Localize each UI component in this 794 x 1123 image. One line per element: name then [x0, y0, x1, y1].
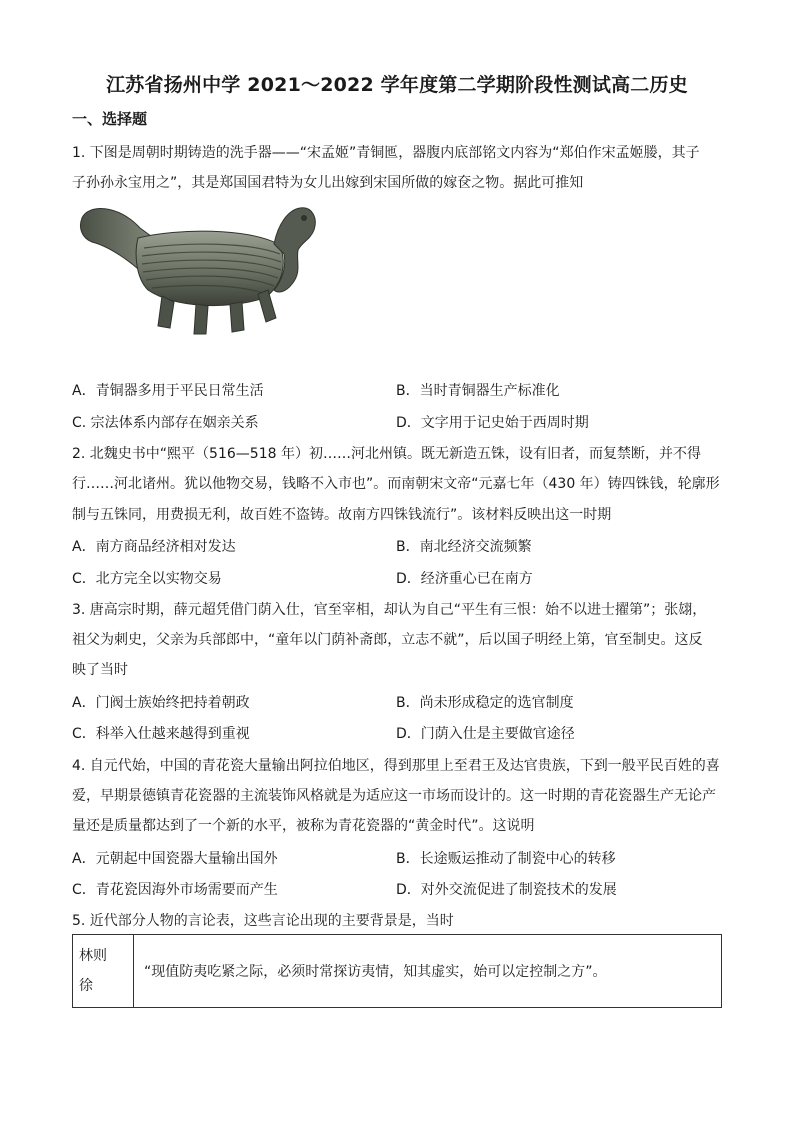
quote-person-line-2: 徐 — [79, 978, 93, 994]
question-4-option-c: C．青花瓷因海外市场需要而产生 — [72, 882, 278, 898]
question-3-line-2: 祖父为刺史，父亲为兵部郎中，“童年以门荫补斋郎，立志不就”，后以国子明经上第，官至制史。这反 — [72, 632, 703, 648]
question-2-option-d: D．经济重心已在南方 — [396, 571, 533, 587]
question-2-line-3: 制与五铢同，用费损无利，故百姓不盗铸。故南方四铢钱流行”。该材料反映出这一时期 — [72, 507, 612, 523]
question-2-option-a: A．南方商品经济相对发达 — [72, 539, 236, 555]
question-3-option-c: C．科举入仕越来越得到重视 — [72, 726, 250, 742]
question-5-line-1: 5. 近代部分人物的言论表，这些言论出现的主要背景是，当时 — [72, 913, 454, 929]
bronze-yi-vessel-image — [78, 198, 320, 338]
question-1-option-b: B．当时青铜器生产标准化 — [396, 383, 560, 399]
question-4-option-d: D．对外交流促进了制瓷技术的发展 — [396, 882, 617, 898]
question-4-line-3: 量还是质量都达到了一个新的水平，被称为青花瓷器的“黄金时代”。这说明 — [72, 818, 535, 834]
question-2-line-1: 2. 北魏史书中“熙平（516—518 年）初……河北州镇。既无新造五铢，设有旧者，而复禁断，并不得 — [72, 446, 701, 462]
question-3-option-b: B．尚未形成稳定的选官制度 — [396, 695, 574, 711]
question-1-option-c: C. 宗法体系内部存在姻亲关系 — [72, 415, 259, 431]
question-3-option-a: A．门阀士族始终把持着朝政 — [72, 695, 250, 711]
question-1-line-1: 1. 下图是周朝时期铸造的洗手器——“宋孟姬”青铜匜，器腹内底部铭文内容为“郑伯作宋孟姬媵，其子 — [72, 145, 700, 161]
quote-person-line-1: 林则 — [79, 948, 107, 964]
question-4-option-a: A．元朝起中国瓷器大量输出国外 — [72, 851, 278, 867]
question-4-line-1: 4. 自元代始，中国的青花瓷大量输出阿拉伯地区，得到那里上至君王及达官贵族，下到一般平民百姓的喜 — [72, 758, 720, 774]
quote-person-cell — [73, 935, 134, 1008]
page-title: 江苏省扬州中学 2021～2022 学年度第二学期阶段性测试高二历史 — [106, 74, 688, 96]
question-4-option-b: B．长途贩运推动了制瓷中心的转移 — [396, 851, 616, 867]
question-4-line-2: 爱，早期景德镇青花瓷器的主流装饰风格就是为适应这一市场而设计的。这一时期的青花瓷器生产无论产 — [72, 788, 716, 804]
question-3-line-3: 映了当时 — [72, 662, 128, 678]
question-2-option-b: B．南北经济交流频繁 — [396, 539, 532, 555]
question-3-option-d: D．门荫入仕是主要做官途径 — [396, 726, 575, 742]
question-1-option-d: D．文字用于记史始于西周时期 — [396, 415, 589, 431]
quote-statement-cell: “现值防夷吃紧之际，必须时常探访夷情，知其虚实，始可以定控制之方”。 — [134, 935, 722, 1008]
question-1-option-a: A．青铜器多用于平民日常生活 — [72, 383, 264, 399]
quote-table — [72, 934, 722, 1008]
question-2-option-c: C．北方完全以实物交易 — [72, 571, 222, 587]
table-row — [73, 935, 722, 1008]
section-heading: 一、选择题 — [72, 110, 148, 128]
question-3-line-1: 3. 唐高宗时期，薛元超凭借门荫入仕，官至宰相，却认为自己“平生有三恨：始不以进士擢第”；张翃， — [72, 602, 707, 618]
question-2-line-2: 行……河北诸州。犹以他物交易，钱略不入市也”。而南朝宋文帝“元嘉七年（430 年）铸四铢钱，轮廓形 — [72, 476, 720, 492]
question-1-line-2: 子孙孙永宝用之”，其是郑国国君特为女儿出嫁到宋国所做的嫁奁之物。据此可推知 — [72, 175, 584, 191]
